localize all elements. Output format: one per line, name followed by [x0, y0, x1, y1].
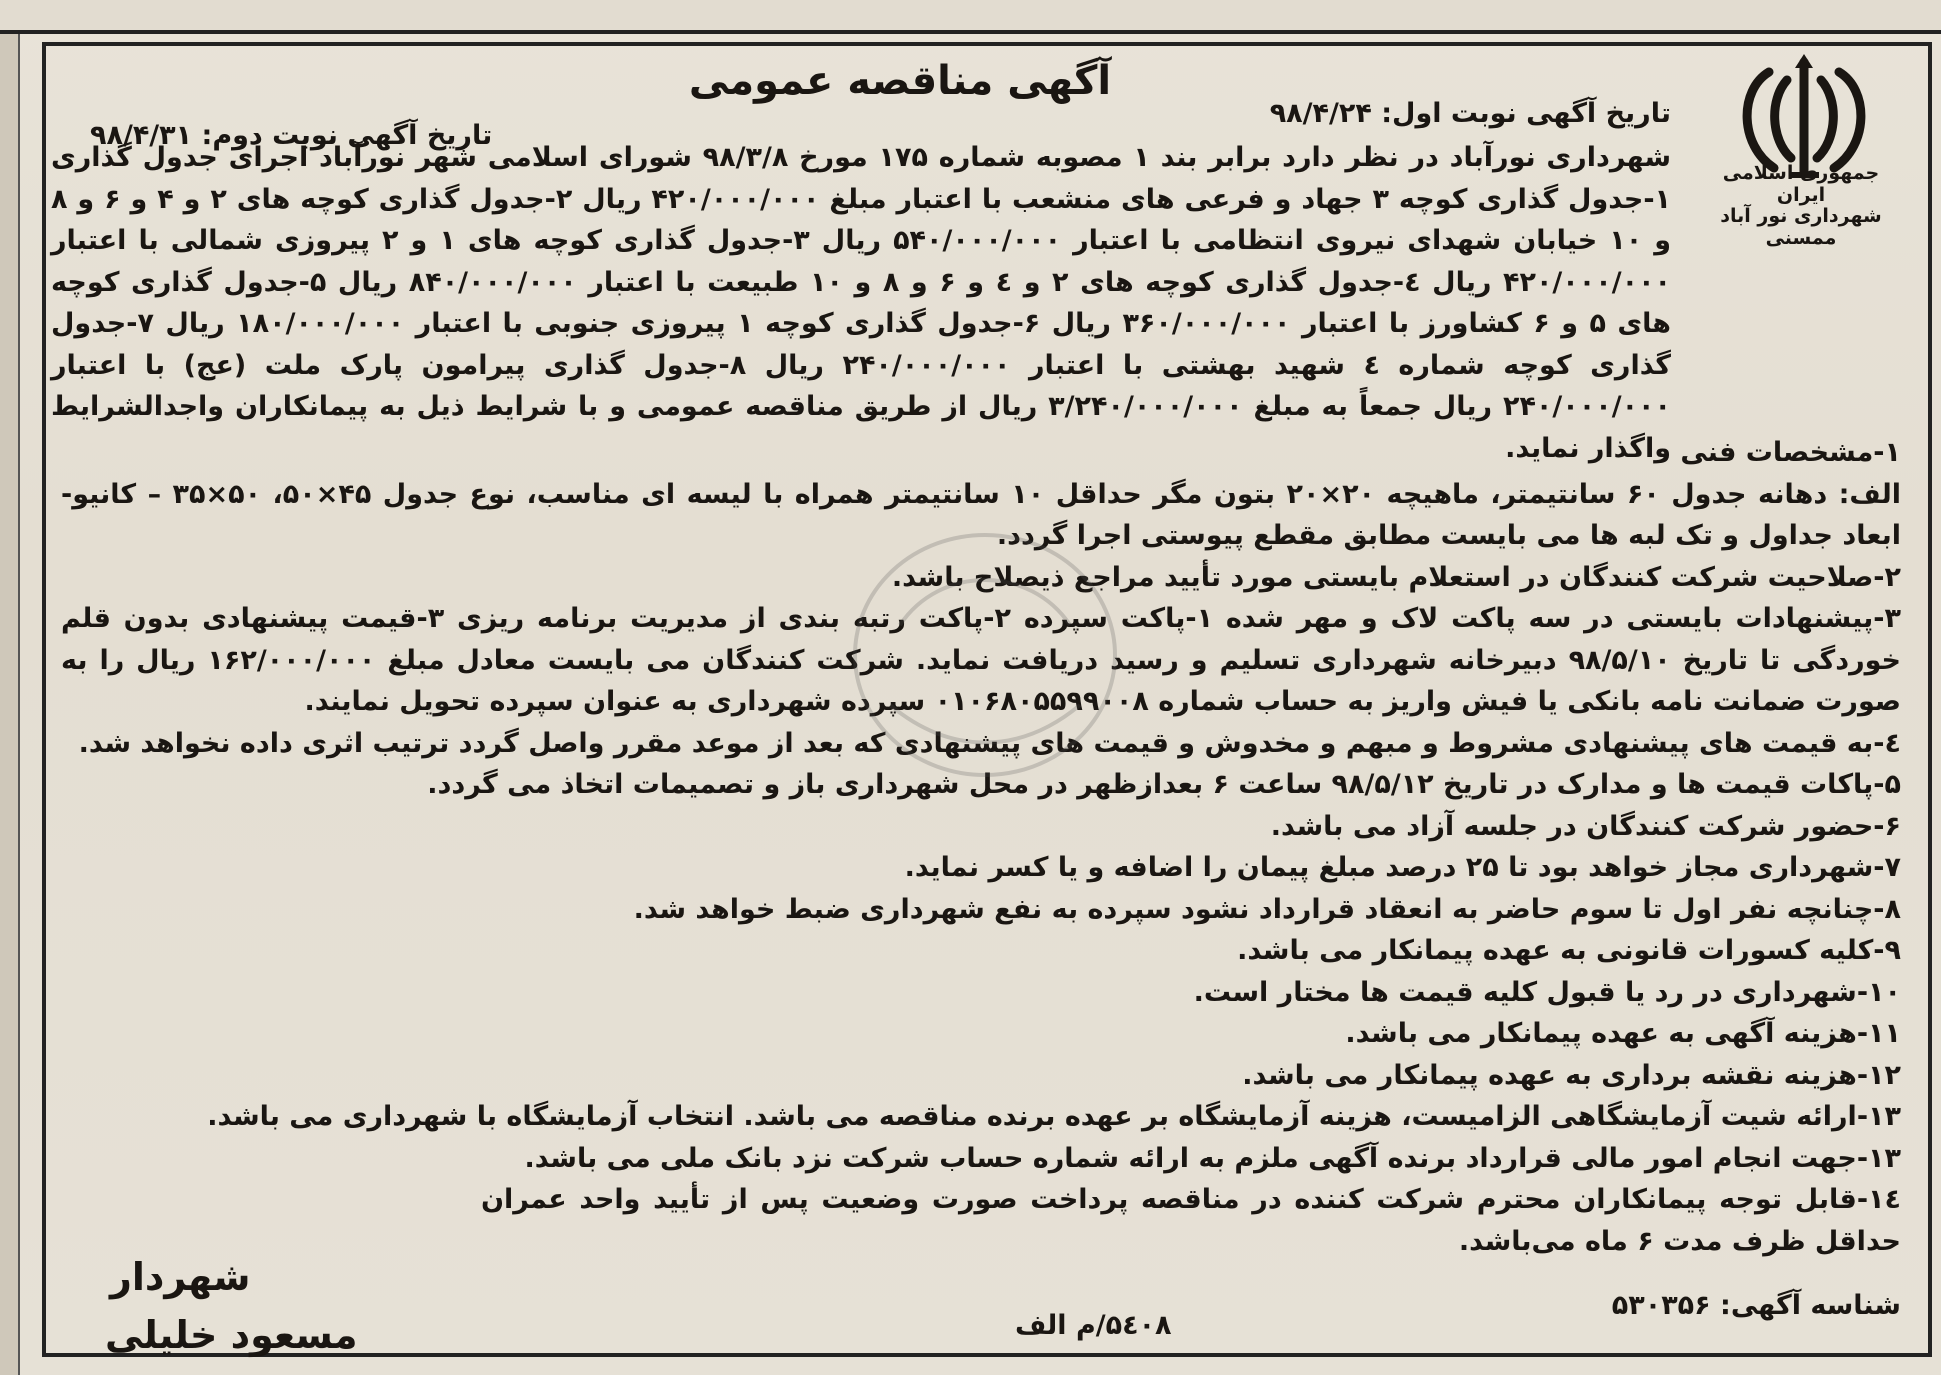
date-second: تاریخ آگهی نوبت دوم: ۹۸/۴/۳۱	[90, 120, 493, 151]
condition-item: ۶-حضور شرکت کنندگان در جلسه آزاد می باشد.	[1270, 810, 1901, 842]
condition-item: ۱۰-شهرداری در رد یا قبول کلیه قیمت ها مختار است.	[1193, 976, 1901, 1008]
condition-item: ۵-پاکات قیمت ها و مدارک در تاریخ ۹۸/۵/۱۲ ساعت ۶ بعدازظهر در محل شهرداری باز و تصمیمات اتخاذ می گردد.	[427, 769, 1901, 800]
signer-name: مسعود خلیلی	[105, 1313, 358, 1357]
condition-item: ۱۲-هزینه نقشه برداری به عهده پیمانکار می باشد.	[1242, 1059, 1901, 1091]
top-strip	[0, 0, 1941, 34]
page-edge	[0, 0, 20, 1375]
condition-item: ۱٤-قابل توجه پیمانکاران محترم شرکت کننده در مناقصه پرداخت صورت وضعیت پس از تأیید واحد عمران حداقل ظرف مدت ۶ ماه می‌باشد.	[481, 1184, 1901, 1257]
condition-item: ۱۳-جهت انجام امور مالی قرارداد برنده آگهی ملزم به ارائه شماره حساب شرکت نزد بانک ملی می باشد.	[524, 1142, 1901, 1174]
ad-id: شناسه آگهی: ۵۳۰۳۵۶	[1611, 1290, 1901, 1321]
page-title: آگهی مناقصه عمومی	[688, 58, 1112, 104]
emblem-caption-municipality: شهرداری نور آباد ممسنی	[1720, 205, 1882, 249]
condition-item: ۲-صلاحیت شرکت کنندگان در استعلام بایستی مورد تأیید مراجع ذیصلاح باشد.	[891, 561, 1901, 593]
condition-item: الف: دهانه جدول ۶۰ سانتیمتر، ماهیچه ۲۰×۲۰ بتون مگر حداقل ۱۰ سانتیمتر همراه با لیسه ای مناسب، نوع جدول ۴۵×۵۰، ۵۰×۳۵ – کانیو- ابعاد جداول و تک لبه ها می بایست مطابق مقطع پیوستی اجرا گردد.	[61, 478, 1901, 551]
intro-paragraph: شهرداری نورآباد در نظر دارد برابر بند ۱ مصوبه شماره ۱۷۵ مورخ ۹۸/۳/۸ شورای اسلامی شهر نورآباد اجرای جدول گذاری ۱-جدول گذاری کوچه ۳ جهاد و فرعی های منشعب با اعتبار مبلغ ۴۲۰/۰۰۰/۰۰۰ ریال ۲-جدول گذاری کوچه های ۲ و ۴ و ۶ و ۸ و ۱۰ خیابان شهدای نیروی انتظامی با اعتبار ۵۴۰/۰۰۰/۰۰۰ ریال ۳-جدول گذاری کوچه های ۱ و ۲ پیروزی شمالی با اعتبار ۴۲۰/۰۰۰/۰۰۰ ریال ٤-جدول گذاری کوچه های ۲ و ٤ و ۶ و ۸ و ۱۰ طبیعت با اعتبار ۸۴۰/۰۰۰/۰۰۰ ریال ۵-جدول گذاری کوچه های ۵ و ۶ کشاورز با اعتبار ۳۶۰/۰۰۰/۰۰۰ ریال ۶-جدول گذاری کوچه ۱ پیروزی جنوبی با اعتبار ۱۸۰/۰۰۰/۰۰۰ ریال ۷-جدول گذاری کوچه شماره ٤ شهید بهشتی با اعتبار ۲۴۰/۰۰۰/۰۰۰ ریال ۸-جدول گذاری پیرامون پارک ملت (عج) با اعتبار ۲۴۰/۰۰۰/۰۰۰ ریال جمعاً به مبلغ ۳/۲۴۰/۰۰۰/۰۰۰ ریال از طریق مناقصه عمومی و با شرایط ذیل به پیمانکاران واجدالشرایط واگذار نماید.	[51, 142, 1672, 464]
ad-code: ۵٤۰۸/م الف	[1015, 1310, 1172, 1341]
watermark-logo	[770, 505, 1200, 865]
date-first: تاریخ آگهی نوبت اول: ۹۸/۴/۲۴	[1269, 98, 1671, 129]
condition-item: ۳-پیشنهادات بایستی در سه پاکت لاک و مهر شده ۱-پاکت سپرده ۲-پاکت رتبه بندی از مدیریت برنامه ریزی ۳-قیمت پیشنهادی بدون قلم خوردگی تا تاریخ ۹۸/۵/۱۰ دبیرخانه شهرداری تسلیم و رسید دریافت نماید. شرکت کنندگان می بایست معادل مبلغ ۱۶۲/۰۰۰/۰۰۰ ریال را به صورت ضمانت نامه بانکی یا فیش واریز به حساب شماره ۰۱۰۶۸۰۵۵۹۹۰۰۸ سپرده شهرداری به عنوان سپرده تحویل نمایند.	[61, 603, 1902, 717]
condition-item: ۹-کلیه کسورات قانونی به عهده پیمانکار می باشد.	[1237, 935, 1901, 966]
signer-title: شهردار	[110, 1255, 251, 1299]
condition-item: ۱۳-ارائه شیت آزمایشگاهی الزامیست، هزینه آزمایشگاه بر عهده برنده مناقصه می باشد. انتخاب آزمایشگاه با شهرداری می باشد.	[207, 1101, 1901, 1132]
condition-item: ٤-به قیمت های پیشنهادی مشروط و مبهم و مخدوش و قیمت های پیشنهادی که بعد از موعد مقرر واصل گردد ترتیب اثری داده نخواهد شد.	[78, 727, 1901, 759]
body-text	[51, 137, 1671, 469]
condition-item: ۱-مشخصات فنی	[1680, 437, 1901, 468]
condition-item: ۸-چنانچه نفر اول تا سوم حاضر به انعقاد قرارداد نشود سپرده به نفع شهرداری ضبط خواهد شد.	[633, 893, 1901, 925]
condition-item: ۱۱-هزینه آگهی به عهده پیمانکار می باشد.	[1345, 1018, 1901, 1049]
condition-item: ۷-شهرداری مجاز خواهد بود تا ۲۵ درصد مبلغ پیمان را اضافه و یا کسر نماید.	[904, 852, 1901, 883]
emblem-caption-country: جمهوری اسلامی ایران	[1722, 162, 1880, 206]
